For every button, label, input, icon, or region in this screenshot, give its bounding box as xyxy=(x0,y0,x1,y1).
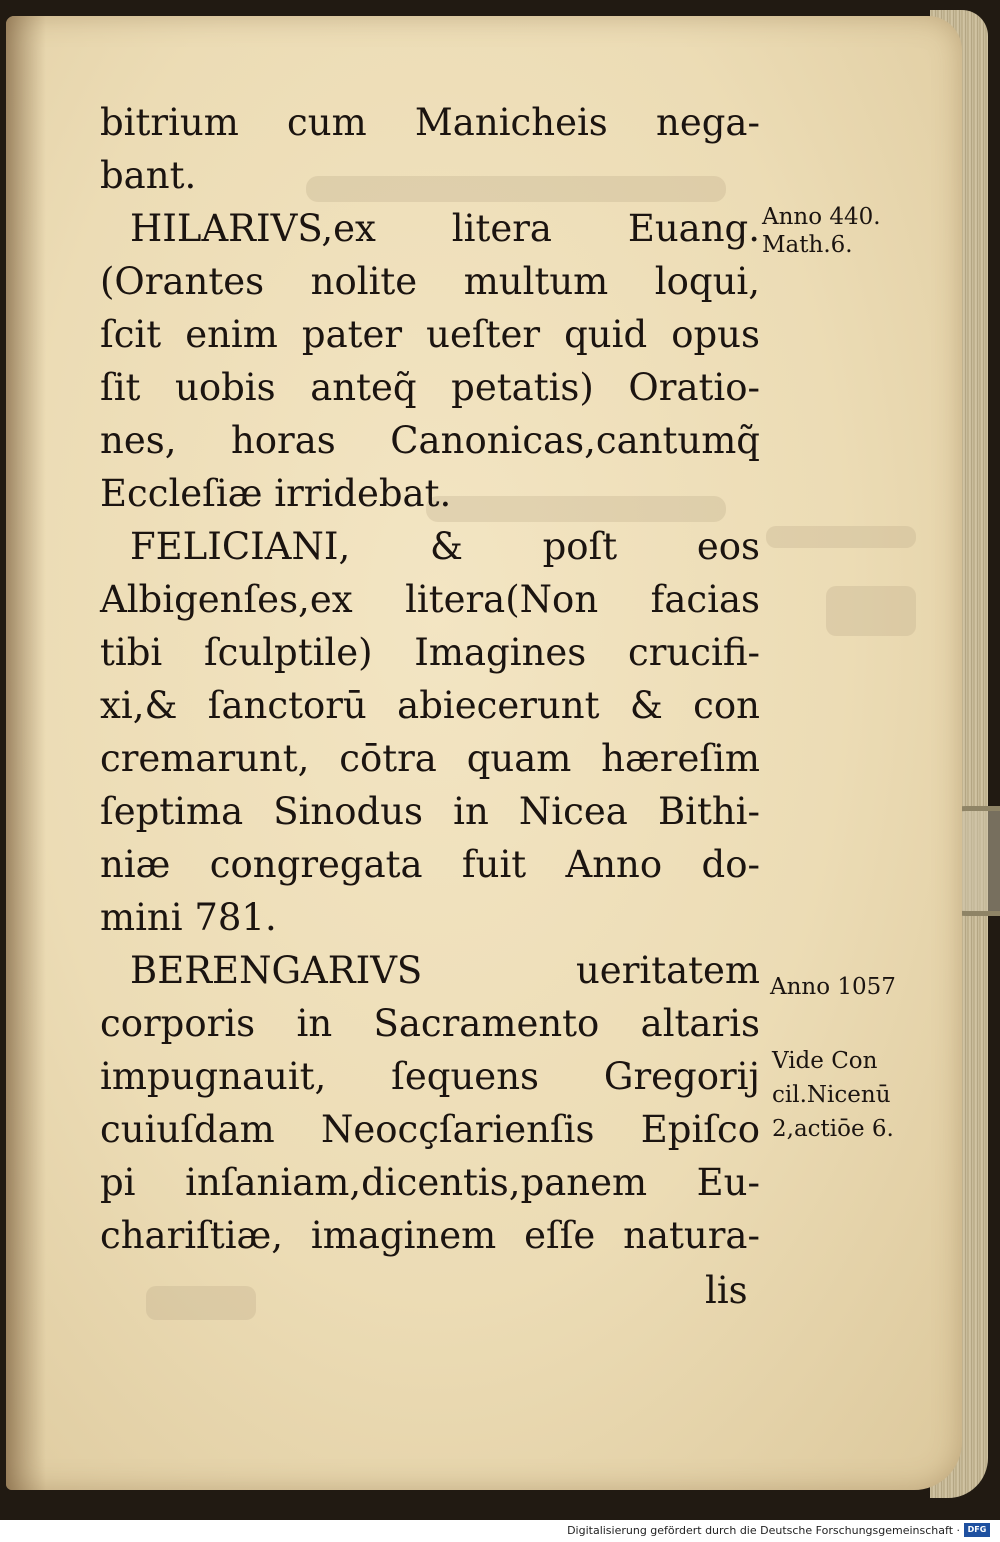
text-line: cremarunt, cōtra quam hæreſim xyxy=(100,737,760,780)
text-line: pi inſaniam,dicentis,panem Eu- xyxy=(100,1161,760,1204)
text-line: ſeptima Sinodus in Nicea Bithi- xyxy=(100,790,760,833)
text-line: cuiuſdam Neocçſarienſis Epiſco xyxy=(100,1108,760,1151)
margin-note-vide-line-2: cil.Nicenū xyxy=(772,1082,891,1108)
text-line: nes, horas Canonicas,cantumq̃ xyxy=(100,419,760,462)
text-line: xi,& ſanctorū abiecerunt & con xyxy=(100,684,760,727)
margin-note-anno-440: Anno 440. xyxy=(762,204,881,230)
bleed-through-shadow xyxy=(826,586,916,636)
text-line: niæ congregata fuit Anno do- xyxy=(100,843,760,886)
text-line: Albigenſes,ex litera(Non facias xyxy=(100,578,760,621)
text-line: chariſtiæ, imaginem eſſe natura- xyxy=(100,1214,760,1257)
text-line: ſcit enim pater ueſter quid opus xyxy=(100,313,760,356)
text-line: impugnauit, ſequens Gregorij xyxy=(100,1055,760,1098)
text-line: tibi ſculptile) Imagines crucifi- xyxy=(100,631,760,674)
margin-note-vide-line-1: Vide Con xyxy=(772,1048,878,1074)
text-line: BERENGARIVS ueritatem xyxy=(130,949,760,992)
text-line: ſit uobis anteq̃ petatis) Oratio- xyxy=(100,366,760,409)
margin-note-anno-1057: Anno 1057 xyxy=(770,974,896,1000)
text-line: corporis in Sacramento altaris xyxy=(100,1002,760,1045)
margin-note-math-6: Math.6. xyxy=(762,232,853,258)
text-line: mini 781. xyxy=(100,896,277,939)
margin-note-vide-line-3: 2,actiōe 6. xyxy=(772,1116,894,1142)
page-gutter-shadow xyxy=(6,16,46,1490)
text-line: HILARIVS,ex litera Euang. xyxy=(130,207,760,250)
dfg-logo-icon: DFG xyxy=(964,1523,990,1537)
text-line: bitrium cum Manicheis nega- xyxy=(100,101,760,144)
text-line: FELICIANI, & poſt eos xyxy=(130,525,760,568)
bleed-through-shadow xyxy=(766,526,916,548)
footer-credit: Digitalisierung gefördert durch die Deutsche Forschungsgemeinschaft · xyxy=(567,1524,960,1537)
text-line: bant. xyxy=(100,154,197,197)
footer-bar xyxy=(0,1520,1000,1542)
catchword: lis xyxy=(705,1269,748,1312)
bleed-through-shadow xyxy=(146,1286,256,1320)
text-line: Eccleſiæ irridebat. xyxy=(100,472,452,515)
text-line: (Orantes nolite multum loqui, xyxy=(100,260,760,303)
body-text-column xyxy=(100,96,760,1262)
